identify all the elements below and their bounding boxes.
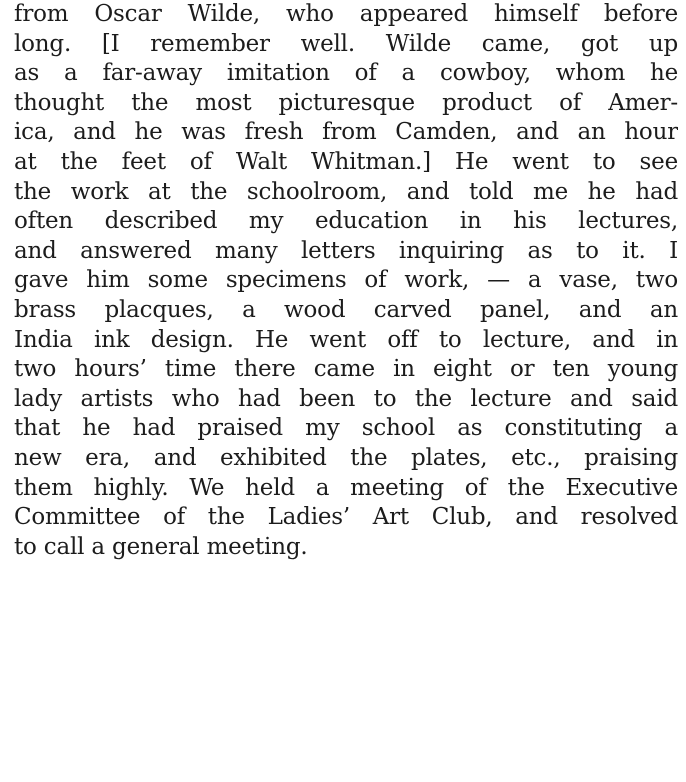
text-line: and answered many letters inquiring as to it. I (14, 237, 678, 264)
body-paragraph (14, 0, 678, 562)
text-line: as a far-away imitation of a cowboy, whom he (14, 60, 678, 87)
text-line: Committee of the Ladies’ Art Club, and resolved (14, 504, 678, 531)
text-line: lady artists who had been to the lecture and said (14, 385, 678, 412)
text-line: often described my education in his lectures, (14, 208, 678, 235)
text-line: India ink design. He went off to lecture, and in (14, 326, 678, 353)
text-line: brass placques, a wood carved panel, and an (14, 296, 678, 323)
text-line: that he had praised my school as constituting a (14, 415, 678, 442)
text-line: gave him some specimens of work, — a vase, two (14, 267, 678, 294)
text-line: new era, and exhibited the plates, etc., praising (14, 444, 678, 471)
text-line: long. [I remember well. Wilde came, got up (14, 30, 678, 57)
text-line: them highly. We held a meeting of the Executive (14, 474, 678, 501)
text-line: the work at the schoolroom, and told me he had (14, 178, 678, 205)
text-line: two hours’ time there came in eight or ten young (14, 356, 678, 383)
text-line: thought the most picturesque product of Amer- (14, 89, 678, 116)
text-line: from Oscar Wilde, who appeared himself before (14, 1, 678, 27)
text-line: at the feet of Walt Whitman.] He went to see (14, 148, 678, 175)
text-line-last: to call a general meeting. (14, 533, 308, 560)
text-line: ica, and he was fresh from Camden, and an hour (14, 119, 678, 146)
